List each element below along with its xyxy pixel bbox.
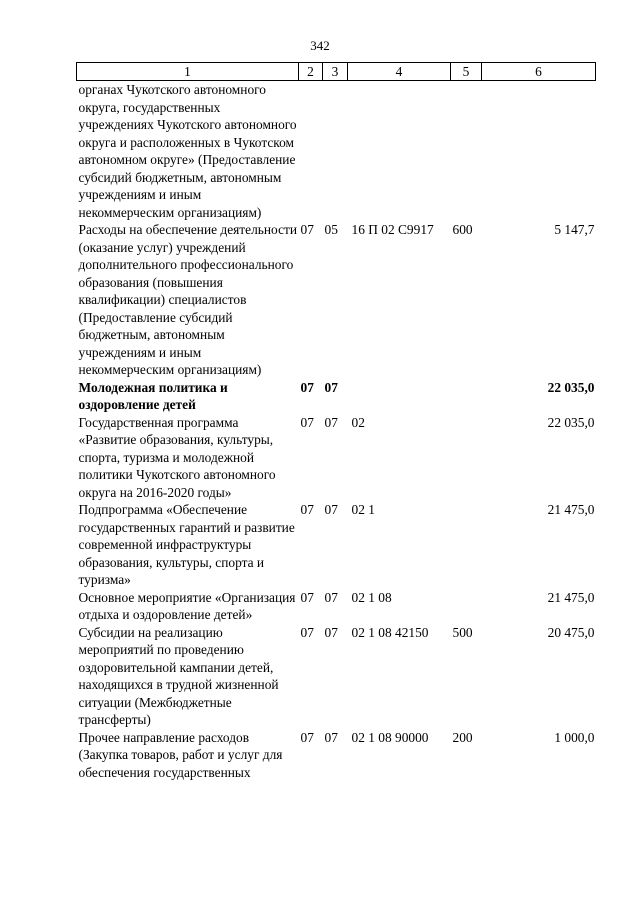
row-vr <box>451 589 482 624</box>
table-row <box>77 501 596 589</box>
row-csr: 02 <box>351 414 365 430</box>
budget-table <box>76 62 596 781</box>
header-col-3: 3 <box>323 63 348 81</box>
row-pr: 07 <box>324 379 338 395</box>
row-vr <box>451 81 482 222</box>
row-csr: 02 1 <box>351 502 375 517</box>
row-rz <box>299 81 323 222</box>
row-name: Молодежная политика и оздоровление детей <box>78 379 228 412</box>
header-col-2: 2 <box>299 63 323 81</box>
row-rz: 07 <box>300 729 314 745</box>
row-pr: 07 <box>324 729 338 745</box>
row-rz: 07 <box>300 414 314 430</box>
row-amount: 22 035,0 <box>547 414 595 430</box>
row-pr <box>323 81 348 222</box>
table-header-row <box>77 63 596 81</box>
row-pr: 05 <box>324 222 338 237</box>
row-name: Расходы на обеспечение деятельности (оказание услуг) учреждений дополнительного профессионального образования (повышения квалификации) специалистов (Предоставление субсидий бюджетным, автономным учреждениям и иным некоммерческим организациям) <box>78 222 298 377</box>
row-name: Подпрограмма «Обеспечение государственных гарантий и развитие современной инфраструктуры образования, культуры, спорта и туризма» <box>78 502 295 587</box>
row-name: Субсидии на реализацию мероприятий по проведению оздоровительной кампании детей, находящихся в трудной жизненной ситуации (Межбюджетные трансферты) <box>78 624 279 727</box>
row-vr: 500 <box>452 624 473 640</box>
table-row <box>77 221 596 379</box>
header-col-4: 4 <box>348 63 451 81</box>
row-csr: 02 1 08 90000 <box>351 729 429 745</box>
row-amount: 5 147,7 <box>554 222 595 237</box>
row-rz: 07 <box>300 589 314 605</box>
row-vr <box>451 501 482 589</box>
row-pr: 07 <box>324 502 338 517</box>
row-rz: 07 <box>300 379 314 395</box>
row-pr: 07 <box>324 624 338 640</box>
header-col-1: 1 <box>77 63 299 81</box>
header-col-5: 5 <box>451 63 482 81</box>
row-csr: 02 1 08 <box>351 589 392 605</box>
table-row <box>77 81 596 222</box>
row-csr <box>348 81 451 222</box>
row-amount: 1 000,0 <box>554 729 595 745</box>
row-amount: 22 035,0 <box>547 379 595 395</box>
row-name: Основное мероприятие «Организация отдыха и оздоровление детей» <box>78 589 296 622</box>
row-csr <box>348 379 451 414</box>
row-rz: 07 <box>300 624 314 640</box>
table-row <box>77 624 596 729</box>
row-amount <box>482 81 596 222</box>
row-vr <box>451 414 482 502</box>
row-pr: 07 <box>324 589 338 605</box>
row-csr: 16 П 02 С9917 <box>351 222 434 237</box>
table-row <box>77 729 596 782</box>
header-col-6: 6 <box>482 63 596 81</box>
page-number: 342 <box>310 38 330 53</box>
row-name: Государственная программа «Развитие образования, культуры, спорта, туризма и молодежной политики Чукотского автономного округа на 2016-2020 годы» <box>78 414 276 500</box>
row-amount: 21 475,0 <box>547 589 595 605</box>
table-row <box>77 589 596 624</box>
table-row-section <box>77 379 596 414</box>
row-amount: 21 475,0 <box>547 502 595 517</box>
row-pr: 07 <box>324 414 338 430</box>
table-row <box>77 414 596 502</box>
row-rz: 07 <box>300 502 314 517</box>
row-csr: 02 1 08 42150 <box>351 624 429 640</box>
row-name: органах Чукотского автономного округа, государственных учреждениях Чукотского автономного округа и расположенных в Чукотском автономном округе» (Предоставление субсидий бюджетным, автономным учреждениям и иным некоммерческим организациям) <box>78 82 297 220</box>
row-vr: 200 <box>452 729 473 745</box>
row-rz: 07 <box>300 222 314 237</box>
row-amount: 20 475,0 <box>547 624 595 640</box>
row-vr <box>451 379 482 414</box>
row-name: Прочее направление расходов (Закупка товаров, работ и услуг для обеспечения государственных <box>78 729 283 780</box>
row-vr: 600 <box>452 222 473 237</box>
